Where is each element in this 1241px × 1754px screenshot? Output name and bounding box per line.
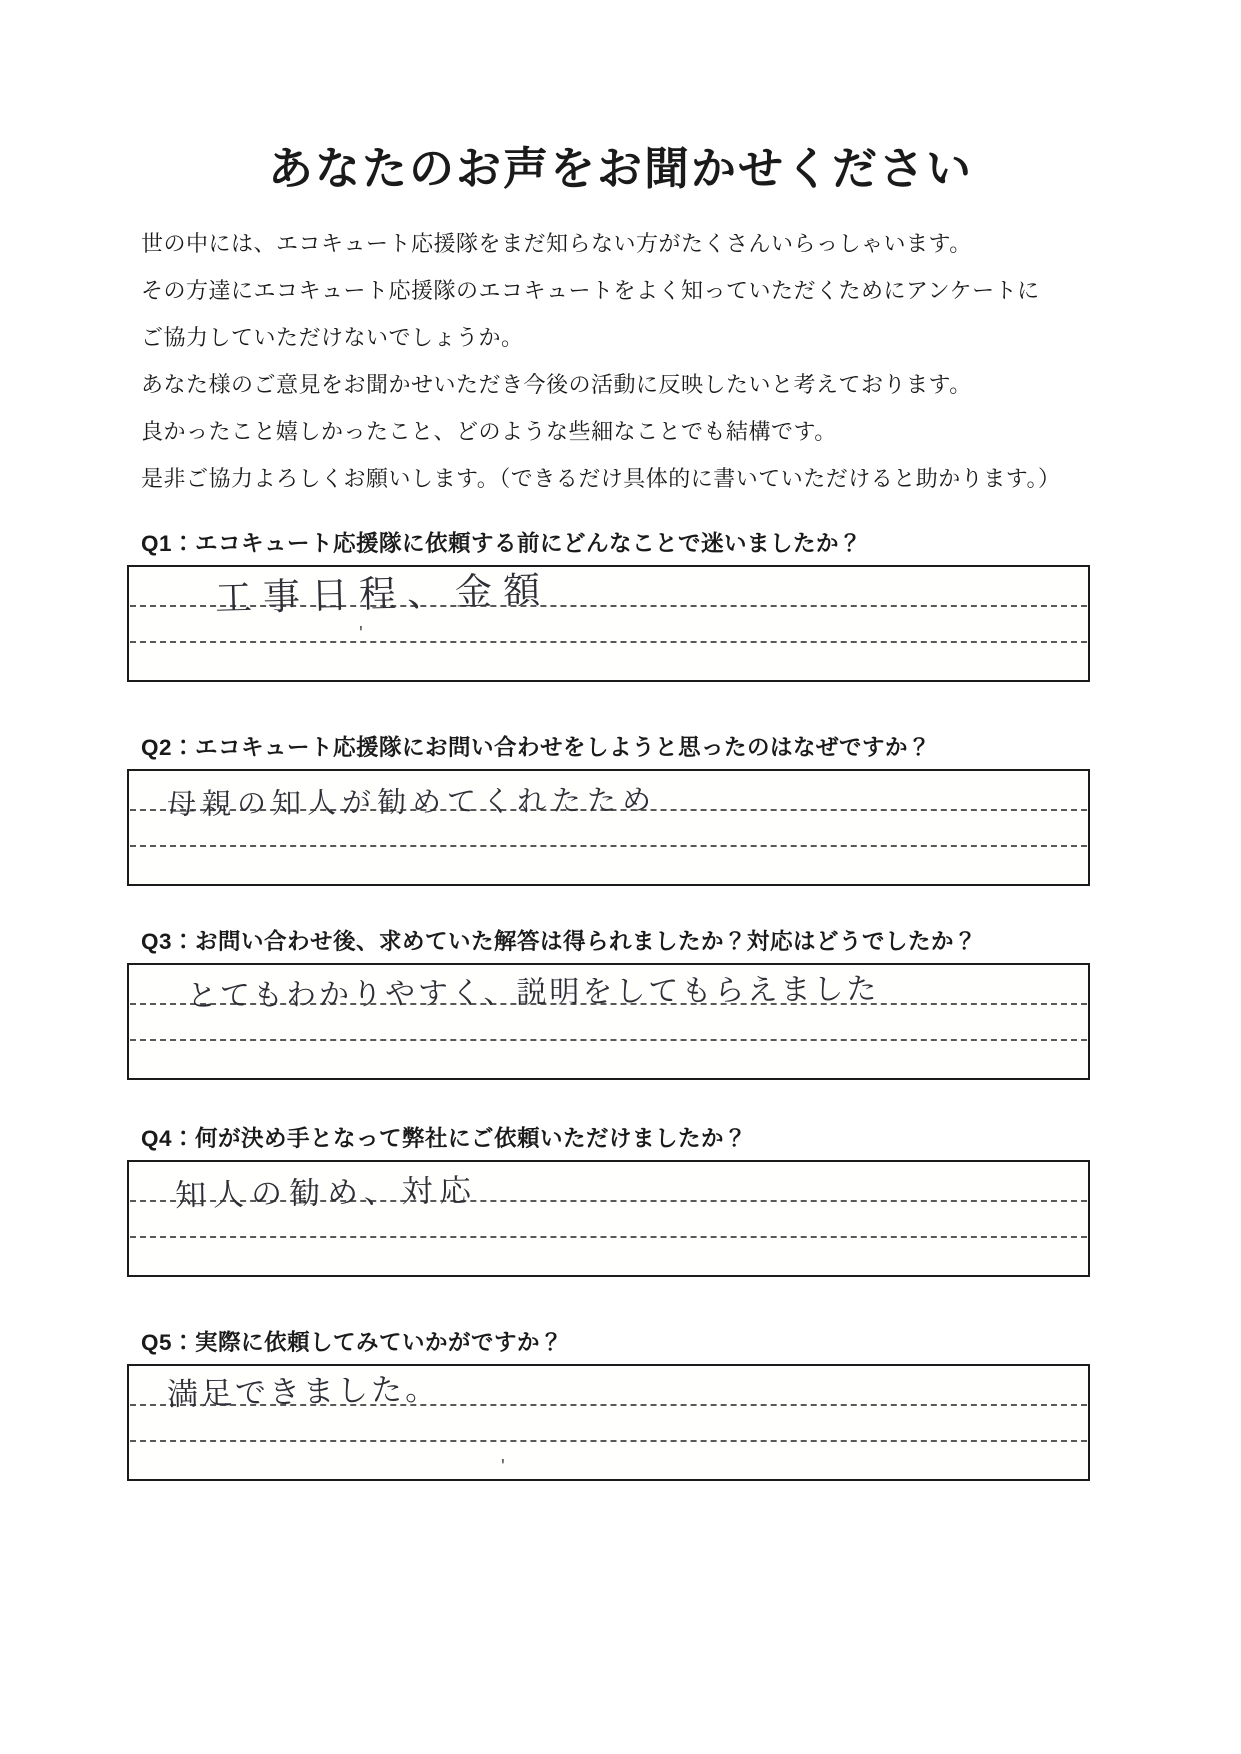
intro-paragraph <box>141 220 1191 502</box>
intro-line: その方達にエコキュート応援隊のエコキュートをよく知っていただくためにアンケートに <box>141 278 1040 303</box>
intro-line: ご協力していただけないでしょうか。 <box>141 325 524 350</box>
question-label: Q1：エコキュート応援隊に依頼する前にどんなことで迷いましたか？ <box>141 531 863 556</box>
ruled-line <box>130 845 1087 847</box>
question-block-q1 <box>127 529 1090 682</box>
answer-box <box>127 1364 1090 1481</box>
handwritten-answer: 満足できました。 <box>166 1371 440 1412</box>
question-label: Q3：お問い合わせ後、求めていた解答は得られましたか？対応はどうでしたか？ <box>141 929 978 954</box>
question-label: Q5：実際に依頼してみていかがですか？ <box>141 1330 564 1355</box>
question-block-q4 <box>127 1124 1090 1277</box>
question-block-q2 <box>127 733 1090 886</box>
ruled-line <box>130 1236 1087 1238</box>
intro-line: 良かったこと嬉しかったこと、どのような些細なことでも結構です。 <box>141 419 837 444</box>
question-label: Q2：エコキュート応援隊にお問い合わせをしようと思ったのはなぜですか？ <box>141 735 932 760</box>
ruled-line <box>130 1039 1087 1041</box>
handwritten-answer: 母親の知人が勧めてくれたため <box>166 784 658 821</box>
question-label: Q4：何が決め手となって弊社にご依頼いただけましたか？ <box>141 1126 748 1151</box>
intro-line: あなた様のご意見をお聞かせいただき今後の活動に反映したいと考えております。 <box>141 372 972 397</box>
intro-line: 是非ご協力よろしくお願いします。（できるだけ具体的に書いていただけると助かります。） <box>141 466 1061 491</box>
ruled-line <box>130 1440 1087 1442</box>
answer-box <box>127 565 1090 682</box>
handwritten-answer: とてもわかりやすく、説明をしてもらえました <box>186 972 880 1013</box>
stray-mark: ' <box>359 623 363 645</box>
question-block-q5 <box>127 1328 1090 1481</box>
handwritten-answer: 工事日程、金額 <box>214 569 552 619</box>
page-title: あなたのお声をお聞かせください <box>267 143 973 195</box>
stray-mark: ' <box>501 1456 505 1478</box>
answer-box <box>127 769 1090 886</box>
handwritten-answer: 知人の勧め、対応 <box>174 1172 479 1213</box>
answer-box <box>127 963 1090 1080</box>
intro-line: 世の中には、エコキュート応援隊をまだ知らない方がたくさんいらっしゃいます。 <box>141 231 972 256</box>
answer-box <box>127 1160 1090 1277</box>
question-block-q3 <box>127 927 1090 1080</box>
ruled-line <box>130 641 1087 643</box>
